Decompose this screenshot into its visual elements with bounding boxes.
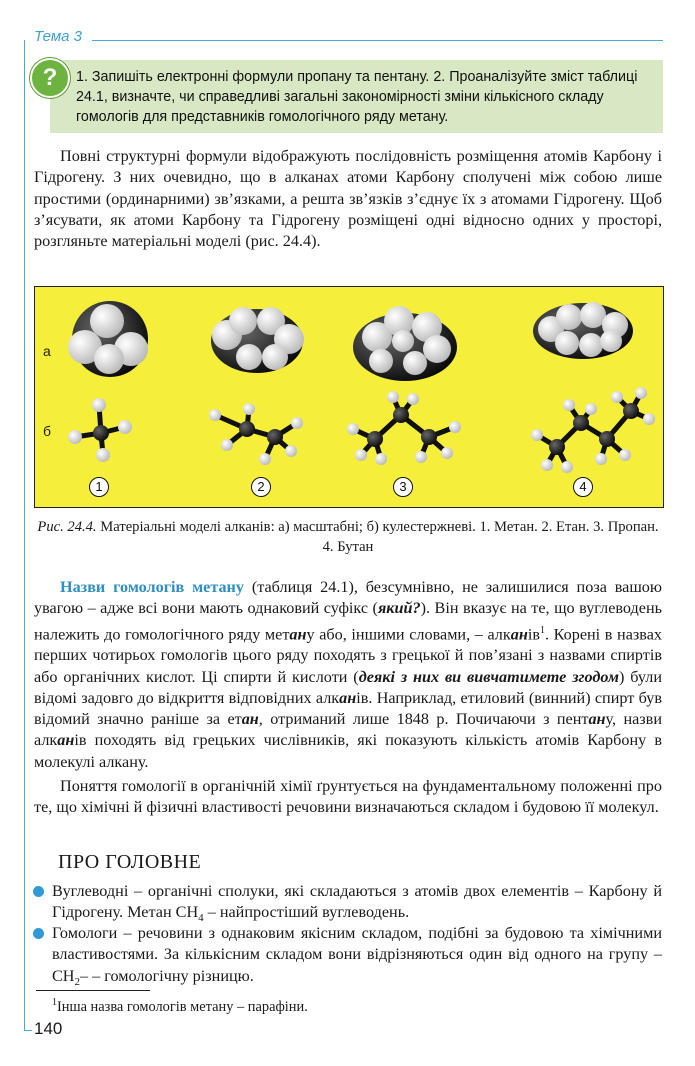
row-label-b: б <box>43 423 52 439</box>
molecule-models-figure <box>34 286 664 508</box>
summary-title: ПРО ГОЛОВНЕ <box>58 851 202 873</box>
bullet-dot-icon <box>33 886 44 897</box>
bullet-dot-icon <box>33 928 44 939</box>
ethane-ball-and-stick-model <box>209 403 303 465</box>
term-homolog-names: Назви гомологів метану <box>60 578 244 596</box>
left-margin-rule <box>24 40 25 1030</box>
task-text: 1. Запишіть електронні формули пропану та пентану. 2. Проаналізуйте зміст таблиці 24.1, визначте, чи справедливі загальні закономірності зміни кількісного складу гомологів для представників гомологічного ряду метану. <box>76 69 638 125</box>
bottom-rule-tick <box>24 1030 32 1031</box>
propane-ball-and-stick-model <box>347 391 461 465</box>
molecule-models-svg <box>35 287 663 507</box>
summary-bullet-hydrocarbons: Вуглеводні – органічні сполуки, які складаються з атомів двох елементів – Карбону й Гідрогену. Метан $СН_4$ – найпростіший вуглеводень. <box>52 882 662 925</box>
question-mark-icon: ? <box>30 58 70 98</box>
topic-label: Тема 3 <box>34 28 82 45</box>
row-label-a: а <box>43 343 51 359</box>
model-number-1: 1 <box>89 477 109 497</box>
footnote-ref: 1 <box>539 624 545 636</box>
summary-bullet-homologs: Гомологи – речовини з однаковим якісним складом, подібні за будовою та хімічними властивостями. За кількісним складом вони відрізняються один від одного на групу $-СН_2-$ – гомологічну різницю. <box>52 924 662 988</box>
header-rule <box>92 40 663 41</box>
model-number-3: 3 <box>393 477 413 497</box>
footnote: $^1$Інша назва гомологів метану – парафіни. <box>52 997 308 1015</box>
butane-ball-and-stick-model <box>531 387 655 473</box>
page-number: 140 <box>34 1019 63 1038</box>
methane-ball-and-stick-model <box>68 398 132 462</box>
paragraph-intro: Повні структурні формули відображують послідовність розміщення атомів Карбону і Гідрогену. З них очевидно, що в алканах атоми Карбону сполучені між собою лише простими (ординарними) зв’язками, а решта зв’язків з’єднує їх з атомами Гідрогену. Щоб з’ясувати, як атоми Карбону та Гідрогену розміщені одні відносно одних у просторі, розгляньте матеріальні моделі (рис. 24.4). <box>34 147 662 251</box>
figure-caption: Рис. 24.4. Матеріальні моделі алканів: а) масштабні; б) кулестержневі. 1. Метан. 2. Етан. 3. Пропан. 4. Бутан <box>37 519 659 555</box>
propane-space-filling-model <box>353 306 457 381</box>
butane-space-filling-model <box>533 302 633 359</box>
model-number-4: 4 <box>573 477 593 497</box>
paragraph-homology: Поняття гомології в органічній хімії ґрунтується на фундаментальному положенні про те, що хімічні й фізичні властивості речовини визначаються складом і будовою її молекул. <box>34 777 662 817</box>
model-number-2: 2 <box>251 477 271 497</box>
footnote-rule <box>36 990 150 991</box>
ethane-space-filling-model <box>211 307 304 373</box>
paragraph-homolog-names: Назви гомологів метану (таблиця 24.1), безсумнівно, не залишилися поза вашою увагою – адже всі вони мають однаковий суфікс (який?). Він вказує на те, що вуглеводень належить до гомологічного ряду метану або, іншими словами, – алканів$^1$. Корені в назвах перших чотирьох гомологів цього ряду походять з грецької й пов’язані з назвами спиртів або органічних кислот. Ці спирти й кислоти (деякі з них ви вивчатимете згодом) були відомі задовго до відкриття відповідних алканів. Наприклад, етиловий (винний) спирт був відомий значно раніше за етан, отриманий лише 1848 р. Почичаючи з пентану, назви алканів походять від грецьких числівників, які показують кількість атомів Карбону в молекулі алкану. <box>34 578 662 771</box>
methane-space-filling-model <box>68 301 148 377</box>
